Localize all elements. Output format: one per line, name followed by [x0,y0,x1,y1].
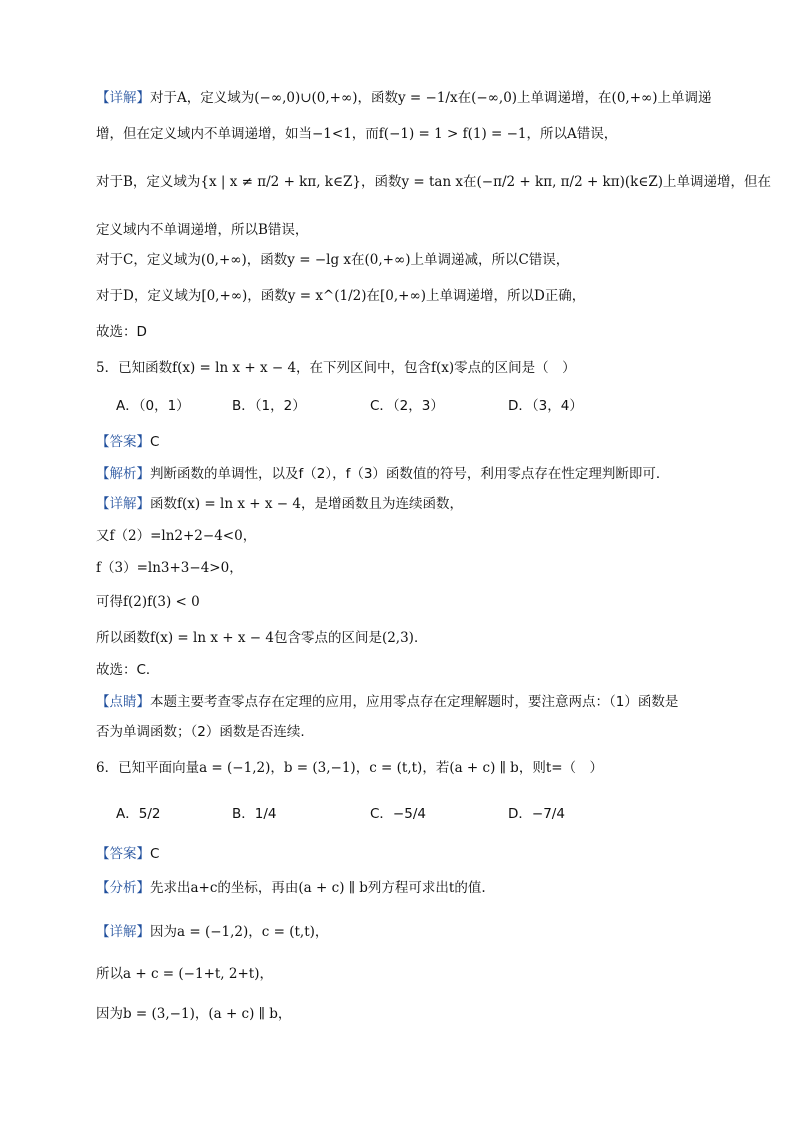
text-line [96,124,617,144]
section-tag: 【答案】 [96,846,150,862]
text-line [96,660,159,680]
q6-option-c: C．−5/4 [370,806,426,822]
line-text: 否为单调函数；（2）函数是否连续. [96,724,305,740]
line-text: 增，但在定义域内不单调递增，如当−1<1，而f(−1) = 1 > f(1) = −1，所以A错误， [96,126,618,142]
line-text: 因为a = (−1,2)，c = (t,t)， [150,924,329,940]
q5-option-a: A．（0，1） [116,398,190,414]
text-line [96,628,427,648]
text-line [96,286,585,306]
text-line [96,878,486,898]
line-text: 定义域内不单调递增，所以B错误， [96,222,309,238]
section-tag: 【详解】 [96,90,150,106]
line-text: C [150,434,160,450]
text-line [96,526,256,546]
text-line [96,172,771,192]
q6-option-d: D．−7/4 [508,806,565,822]
q6-option-b: B．1/4 [232,806,277,822]
text-line [96,220,308,240]
line-text: 可得f(2)f(3) < 0 [96,594,200,610]
q5-option-d: D．（3，4） [508,398,583,414]
line-text: 因为b = (3,−1)，(a + c) ∥ b， [96,1006,292,1022]
text-line [96,464,669,484]
line-text: 又f（2）=ln2+2−4<0， [96,528,257,544]
text-line [96,494,463,514]
line-text: 对于C，定义域为(0,+∞)，函数y = −lg x在(0,+∞)上单调递减，所以C错误， [96,252,570,268]
line-text: 本题主要考查零点存在定理的应用，应用零点存在定理解题时，要注意两点：（1）函数是 [150,694,679,710]
question-5-stem [96,358,576,378]
section-tag: 【详解】 [96,496,150,512]
question-6-stem [96,758,603,778]
line-text: 故选：C． [96,662,160,678]
text-line [96,722,305,742]
line-text: 所以a + c = (−1+t, 2+t)， [96,966,273,982]
text-line [96,964,273,984]
text-line [96,250,569,270]
line-text: C [150,846,160,862]
line-text: 对于B，定义域为{x | x ≠ π/2 + kπ, k∈Z}，函数y = tan x在(−π/2 + kπ, π/2 + kπ)(k∈Z)上单调递增，但在 [96,174,771,190]
section-tag: 【详解】 [96,924,150,940]
text-line [96,322,147,342]
line-text: 先求出a+c的坐标，再由(a + c) ∥ b列方程可求出t的值. [150,880,486,896]
q6-option-a: A．5/2 [116,806,161,822]
line-text: 函数f(x) = ln x + x − 4，是增函数且为连续函数， [150,496,463,512]
q5-option-b: B．（1，2） [232,398,306,414]
line-text: 所以函数f(x) = ln x + x − 4包含零点的区间是(2,3)． [96,630,428,646]
text-line [96,432,159,452]
text-line [96,844,159,864]
line-text: 故选：D [96,324,147,340]
line-text: f（3）=ln3+3−4>0， [96,560,243,576]
text-line [96,692,678,712]
section-tag: 【解析】 [96,466,150,482]
line-text: 对于D，定义域为[0,+∞)，函数y = x^(1/2)在[0,+∞)上单调递增，所以D正确， [96,288,586,304]
text-line [96,1004,291,1024]
text-line [96,88,712,108]
text-line [96,922,328,942]
section-tag: 【分析】 [96,880,150,896]
section-tag: 【答案】 [96,434,150,450]
text-line [96,558,243,578]
line-text: 判断函数的单调性，以及f（2），f（3）函数值的符号，利用零点存在性定理判断即可． [150,466,670,482]
q5-option-c: C．（2，3） [370,398,444,414]
line-text: 对于A，定义域为(−∞,0)∪(0,+∞)，函数y = −1/x在(−∞,0)上单调递增，在(0,+∞)上单调递 [150,90,712,106]
line-text: 5．已知函数f(x) = ln x + x − 4，在下列区间中，包含f(x)零点的区间是（ ） [96,360,576,376]
section-tag: 【点睛】 [96,694,150,710]
text-line [96,592,200,612]
line-text: 6．已知平面向量a = (−1,2)，b = (3,−1)，c = (t,t)，若(a + c) ∥ b，则t=（ ） [96,760,604,776]
